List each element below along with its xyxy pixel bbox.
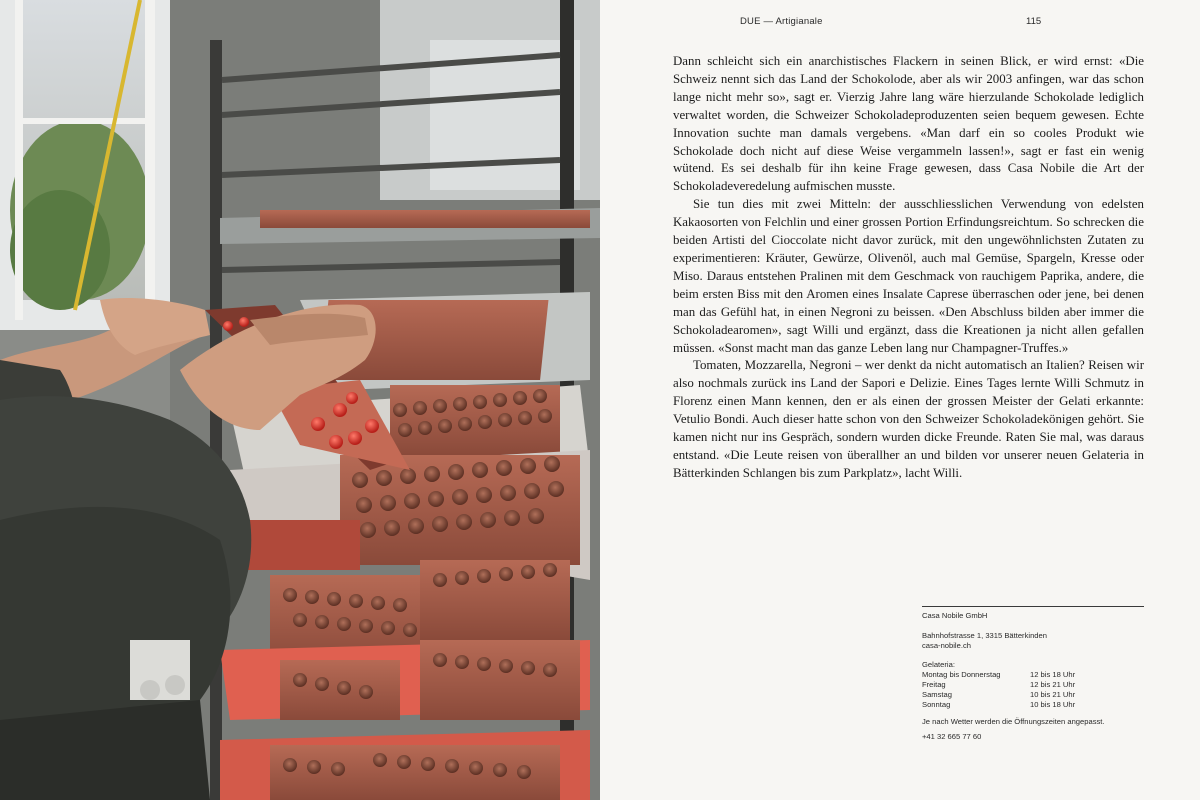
company-address: Bahnhofstrasse 1, 3315 Bätterkinden: [922, 630, 1047, 640]
hours-time: 12 bis 21 Uhr: [1030, 679, 1076, 689]
opening-hours: [922, 670, 1144, 709]
article-paragraph: Dann schleicht sich ein anarchistisches Flackern in seinen Blick, er wird ernst: «Die Schweiz nennt sich das Land der Schokolode, aber als wir 2003 anfingen, war das schon lange nicht mehr so», sagt er. Vierzig Jahre lang wäre hierzulande Schokolade lediglich verwaltet worden, die Schweizer Schokoladeproduzenten seien bequem gewesen. Echte Innovation suchte man damals vergebens. «Man darf ein so cooles Produkt wie Schokolade doch nicht auf diese Weise vergammeln lassen!», sagt er fast ein wenig wütend. Es sei deshalb für ihn keine Frage gewesen, dass Casa Nobile die Art der Schokoladeveredelung aufmischen musste.: [673, 54, 1144, 194]
hours-days: Samstag: [922, 689, 952, 699]
hours-time: 10 bis 18 Uhr: [1030, 699, 1076, 709]
article-paragraph: Sie tun dies mit zwei Mitteln: der ausschliesslichen Verwendung von edelsten Kakaosorten von Felchlin und einer grossen Portion Erfindungsreichtum. So schrecken die beiden Artisti del Cioccolate nicht davor zurück, mit den ungewöhnlichsten Zutaten zu experimentieren: Kräuter, Gewürze, Olivenöl, auch mal Gemüse, Spargeln, Kresse oder Miso. Daraus entstehen Pralinen mit dem Geschmack von rauchigem Paprika, andere, die beim ersten Biss mit den Aromen eines Insalate Caprese überraschen oder jene, bei denen man das Gefühl hat, in einen Negroni zu beissen. «Den Abschluss bilden aber immer die Schokoladearomen», sagt Willi und ergänzt, dass die Kreationen ja nicht allen gefallen müssen. «Sonst macht man das ganze Leben lang nur Champagner-Truffes.»: [673, 197, 1144, 355]
company-info-box: [922, 606, 1144, 742]
running-head: DUE — Artigianale: [740, 16, 823, 27]
company-name: Casa Nobile GmbH: [922, 611, 988, 620]
hours-days: Freitag: [922, 679, 946, 689]
hours-days: Sonntag: [922, 699, 951, 709]
article-body: [673, 53, 1144, 483]
hours-time: 10 bis 21 Uhr: [1030, 689, 1076, 699]
gelateria-heading: Gelateria:: [922, 660, 955, 670]
article-paragraph: Tomaten, Mozzarella, Negroni – wer denkt da nicht automatisch an Italien? Reisen wir also nochmals zurück ins Land der Sapori e Delizie. Eines Tages lernte Willi Schmutz in Florenz einen Mann kennen, den er als einen der grossen Meister der Gelati erkannte: Vetulio Bondi. Auch dieser hatte schon von den Schweizer Schokoladekönigen gehört. Sie kamen nicht nur ins Gespräch, sondern wurden dicke Freunde. Raten Sie mal, was daraus entstand. «Die Leute reisen von überallher an und bilden vor unserer neuen Gelateria in Bätterkinden Schlangen bis zum Parkplatz», lacht Willi.: [673, 358, 1144, 480]
phone-number: +41 32 665 77 60: [922, 732, 982, 742]
page-number: 115: [1026, 16, 1042, 27]
hours-note: Je nach Wetter werden die Öffnungszeiten angepasst.: [922, 717, 1105, 727]
hours-time: 12 bis 18 Uhr: [1030, 670, 1076, 680]
hours-days: Montag bis Donnerstag: [922, 670, 1001, 680]
company-website: casa-nobile.ch: [922, 640, 971, 650]
